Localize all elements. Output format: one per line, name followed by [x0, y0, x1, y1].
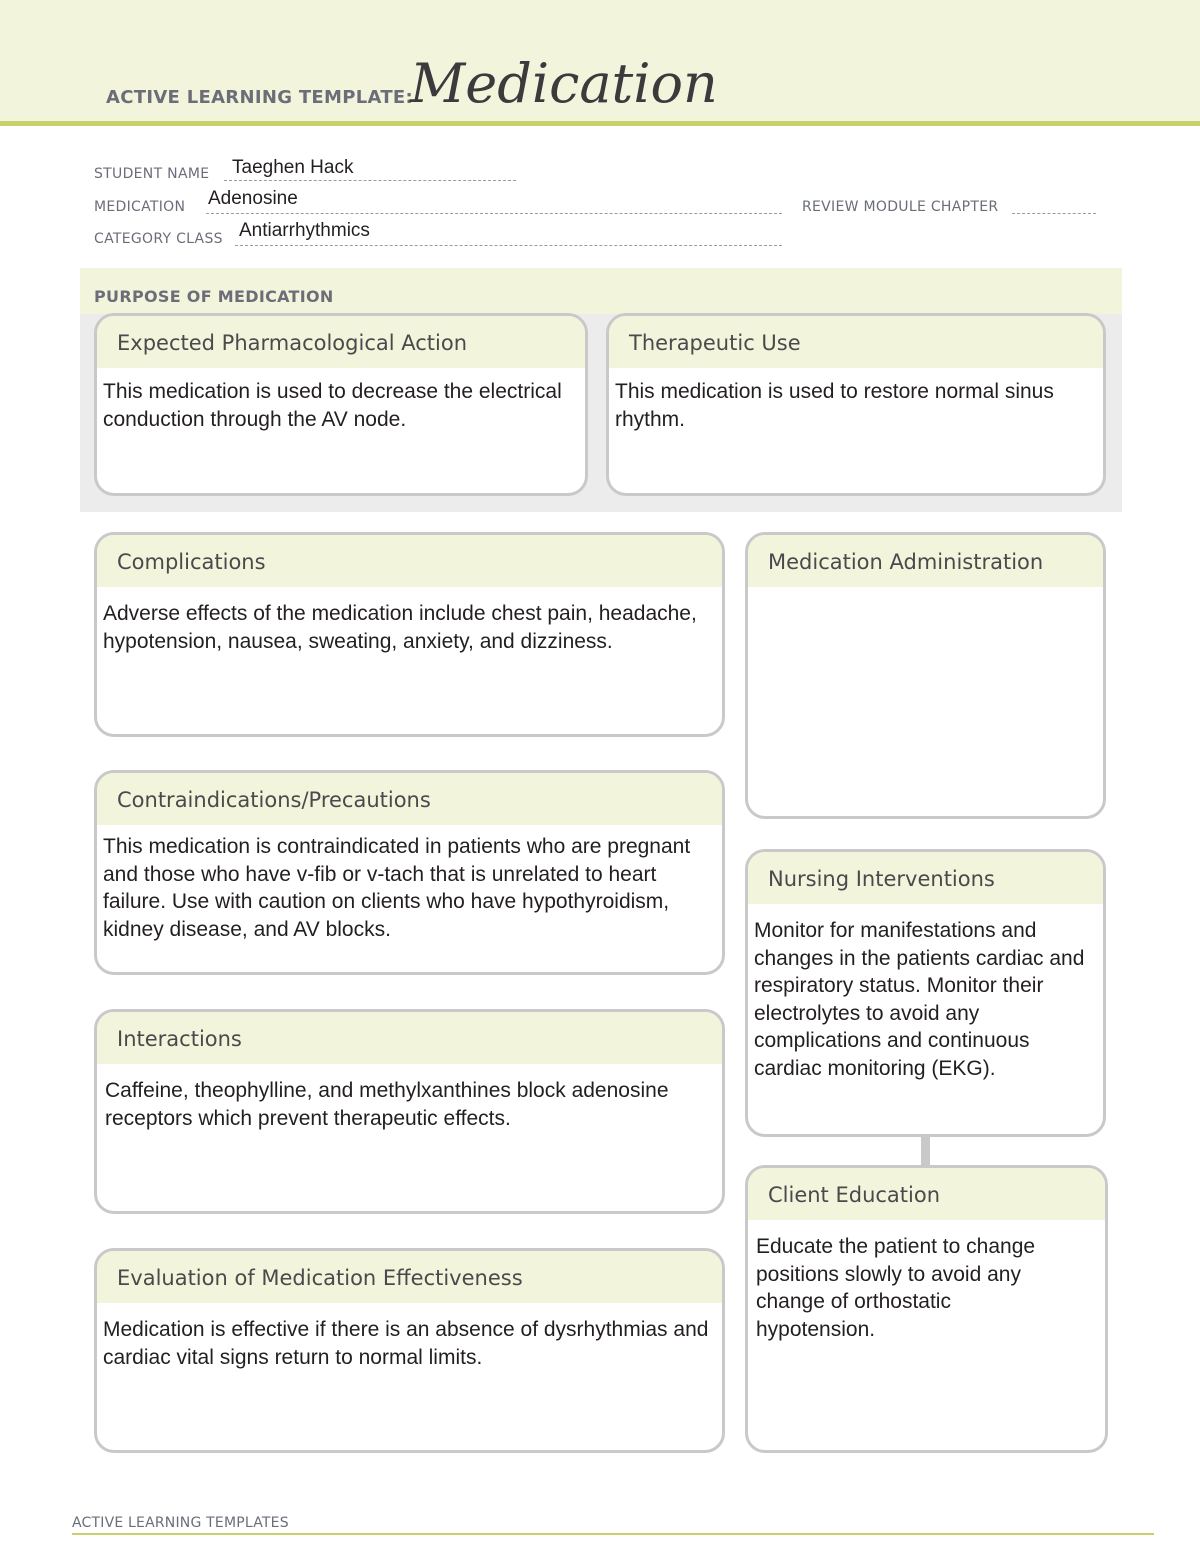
purpose-label: PURPOSE OF MEDICATION: [94, 287, 334, 306]
expected-action-box: [94, 313, 588, 496]
client-education-title: Client Education: [748, 1168, 1105, 1220]
complications-title: Complications: [97, 535, 722, 587]
medication-line: [206, 213, 782, 214]
category-class-line: [235, 245, 782, 246]
complications-text[interactable]: Adverse effects of the medication include chest pain, headache, hypotension, nausea, sweating, anxiety, and dizziness.: [103, 602, 697, 653]
contraindications-title: Contraindications/Precautions: [97, 773, 722, 825]
expected-action-text[interactable]: This medication is used to decrease the electrical conduction through the AV node.: [103, 380, 562, 431]
header-rule: [0, 121, 1200, 126]
interactions-title: Interactions: [97, 1012, 722, 1064]
interactions-text[interactable]: Caffeine, theophylline, and methylxanthines block adenosine receptors which prevent therapeutic effects.: [105, 1079, 669, 1130]
footer-rule: [72, 1533, 1154, 1535]
therapeutic-use-box: [606, 313, 1106, 496]
footer-label: ACTIVE LEARNING TEMPLATES: [72, 1515, 289, 1531]
therapeutic-use-title: Therapeutic Use: [609, 316, 1103, 368]
medication-field[interactable]: Adenosine: [208, 188, 298, 209]
nursing-interventions-title: Nursing Interventions: [748, 852, 1103, 904]
contraindications-text[interactable]: This medication is contraindicated in patients who are pregnant and those who have v-fib or v-tach that is unrelated to heart failure. Use with caution on clients who have hypothyroidism, kidney disease, and AV blocks.: [103, 835, 691, 941]
medication-administration-box: [745, 532, 1106, 819]
connector-bar: [921, 1135, 930, 1165]
nursing-interventions-text[interactable]: Monitor for manifestations and changes in the patients cardiac and respiratory status. Monitor their electrolytes to avoid any complications and continuous cardiac monitoring (EKG).: [754, 919, 1085, 1080]
client-education-text[interactable]: Educate the patient to change positions slowly to avoid any change of orthostatic hypotension.: [756, 1235, 1036, 1341]
review-module-line: [1012, 213, 1096, 214]
medication-label: MEDICATION: [94, 199, 186, 215]
category-class-label: CATEGORY CLASS: [94, 231, 223, 247]
review-module-label: REVIEW MODULE CHAPTER: [802, 199, 999, 215]
student-name-label: STUDENT NAME: [94, 166, 210, 182]
client-education-box: [745, 1165, 1108, 1453]
medication-administration-title: Medication Administration: [748, 535, 1103, 587]
evaluation-text[interactable]: Medication is effective if there is an absence of dysrhythmias and cardiac vital signs return to normal limits.: [103, 1318, 709, 1369]
evaluation-title: Evaluation of Medication Effectiveness: [97, 1251, 722, 1303]
template-label: ACTIVE LEARNING TEMPLATE:: [106, 87, 413, 108]
complications-box: [94, 532, 725, 737]
nursing-interventions-box: [745, 849, 1106, 1137]
category-class-field[interactable]: Antiarrhythmics: [239, 220, 370, 241]
student-name-field[interactable]: Taeghen Hack: [232, 157, 354, 178]
contraindications-box: [94, 770, 725, 975]
page-title: Medication: [410, 52, 718, 115]
student-name-line: [224, 180, 516, 181]
expected-action-title: Expected Pharmacological Action: [97, 316, 585, 368]
evaluation-box: [94, 1248, 725, 1453]
interactions-box: [94, 1009, 725, 1214]
medication-administration-text[interactable]: [748, 587, 1103, 597]
therapeutic-use-text[interactable]: This medication is used to restore normal sinus rhythm.: [615, 380, 1054, 431]
